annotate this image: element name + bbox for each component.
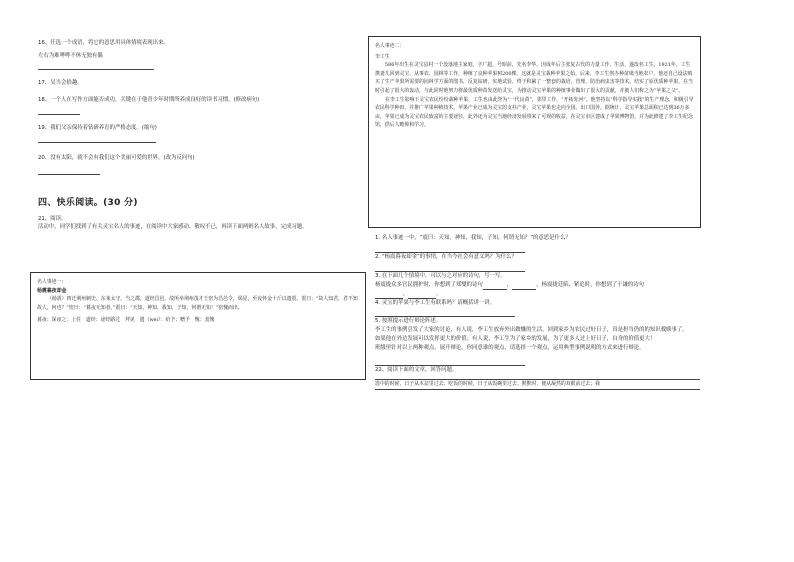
reading-question-3: 3. 在下面几个情境中，可以与之对应的诗句，写一写。: [375, 273, 506, 279]
left-column: [38, 40, 368, 231]
story1-body: （杨震）四迁荆州刺史、东莱太守。当之郡，道经昌邑，故所举荆州茂才王密为昌邑令，谒见，至夜怀金十斤以遗震。震曰：“故人知君，君不知故人，何也？”密曰：“暮夜无知者。”震曰：“天知，神知，我知，子知，何谓无知！”密愧而出。: [37, 296, 358, 311]
rq3-part-a: 杨震拢众多官民拥护时，你想到了郑燮的诗句: [375, 282, 483, 288]
answer-line-20[interactable]: [38, 174, 100, 175]
question-18: 18、一个人在写作方面能否成功，关键在于他青少年时期所养成良好的读书习惯。(修改病句): [38, 97, 260, 103]
story1-title: 杨震暮夜却金: [37, 287, 67, 294]
reading-question-1: 1. 名人事迹一中，“震曰：天知，神知，我知，子知，何谓无知？”的意思是什么？: [375, 235, 571, 241]
question-21: 21、阅读。: [38, 216, 67, 222]
question-22-excerpt: 选中的时候，日子从木盆里过去；吃饭的时候，日子从饭碗里过去；默默时，便从凝然的双眼前过去；我: [375, 379, 700, 390]
reading-intro: 活动中，同学们找到了有关灵宝名人的事迹，在阅读中大家感动、敬叹不已，再读下面两则名人故事，完成习题。: [38, 224, 308, 230]
reading-question-5-text: 李工生的事例引发了大家的讨论，有人说，李工生放弃外出做赚的生活，回到家乡为农民过好日子，真是担当仍的的知识救赎事了。如果他在外边发展可以发挥更大的价值；有人说，李工生为了家乡的发展，为了更多人过上好日子，自身的价值更大！: [375, 327, 688, 342]
story1-heading: 名人事迹一：: [37, 279, 67, 285]
rq3-part-b: ，杨震拢廷陷、紧追时，你想到了于谦的诗句: [536, 282, 645, 288]
reading-question-5-task: 班级里针对以上两种观点，展开辩论。你同意谁的观点，请选择一个观点，运用典型事例说明的方式来进行辩论。: [375, 345, 645, 351]
answer-line-18[interactable]: [38, 114, 80, 115]
reading-question-2: 2. “杨震暮夜却金”的事情，在当今社会有意义吗？为什么？: [375, 254, 517, 260]
question-20: 20、没有太阳，就不会有我们这个美丽可爱的世界。(改为反问句): [38, 155, 195, 161]
question-17: 17、吴当会拾趣。: [38, 80, 83, 86]
section-title: 四、快乐阅读。(30 分): [38, 198, 138, 208]
reading-question-3b: ， 。: [375, 290, 700, 299]
right-column: [375, 234, 700, 390]
blank-3a-1[interactable]: [483, 289, 507, 290]
story2-title: 李工生: [375, 53, 390, 60]
question-22: 22、阅读下面的文章，回答问题。: [375, 367, 458, 373]
story2-heading: 名人事迹二：: [375, 43, 405, 49]
reading-question-5: 5. 按照提示进行辩论阵述。: [375, 318, 442, 324]
reading-question-4: 4. 灵宝的苹果与李工生有联系吗？请概括讲一讲。: [375, 300, 496, 306]
story2-paragraph-1: 586年出生在灵宝县村一个没落地主家庭，字广超，号昭前，先名李华，因成年后主张复古代的力量工作、生活，遂改名工生。1921年，工生携妻儿回到灵宝，从事农、园林等工作，种植了良种苹果树200棵，这就是灵宝栽种苹果之始。后来，李工生创办种苗場当地农户，他还自己设法购买了生产苹果所需要的园林学方面的图书，反复钻研，实地试验，终于积累了一整套的栽培、管理、防治病虫害等技术。结实了原优质种苹果，在当时引起了很大的轰动，与此同时他努力将最优质种苗发送给灵宝，为推动灵宝苹果的种植事业做出了很大的贡献，并被人们称之为“苹果之父”。: [375, 62, 693, 94]
story-box-1: [30, 272, 366, 380]
question-16: 16、任选一个成语，将它的意思用具体情境表现出来。: [38, 40, 169, 46]
question-16-idioms: 左右为难哗哗不休无独有偶: [38, 53, 103, 59]
answer-line-19[interactable]: [38, 142, 156, 143]
story-box-2: [368, 36, 701, 228]
reading-question-3a: 杨震拢众多官民拥护时，你想到了郑燮的诗句 ， ，杨震拢廷陷、紧追时，你想到了于谦的诗句: [375, 282, 645, 288]
story1-notes: 暮夜：深夜之：上任 道经：途经路过 拜见 遗（wèi）：给予；赠予 愧：羞愧: [37, 317, 215, 324]
blank-3a-2[interactable]: [512, 289, 536, 290]
story2-paragraph-2: 在李工生影响下灵宝农民纷纷栽种苹果，工生也由此誉为“一代良苗”，邻里工作，“开拓先河”。他坚持以“科学指导实践”的生产理念，积极引导农民科学种田，并推广苹果种植技术。苹果产业已成为灵宝的支柱产业，灵宝苹果也走向全国、出口国外。据统计，灵宝苹果总面积已达到36万多亩，苹果已成为灵宝农民致富的主要途径，此外还为灵宝当地经济发展带来了可观的收益，在灵宝市区建成了苹果博物馆，并为此修建了李工生纪念馆，供后人瞻仰和学习。: [375, 96, 694, 129]
question-19: 19、我们父亲保持着钻研养育的严格态度。(缩句): [38, 125, 157, 131]
answer-line-16[interactable]: [38, 69, 154, 70]
